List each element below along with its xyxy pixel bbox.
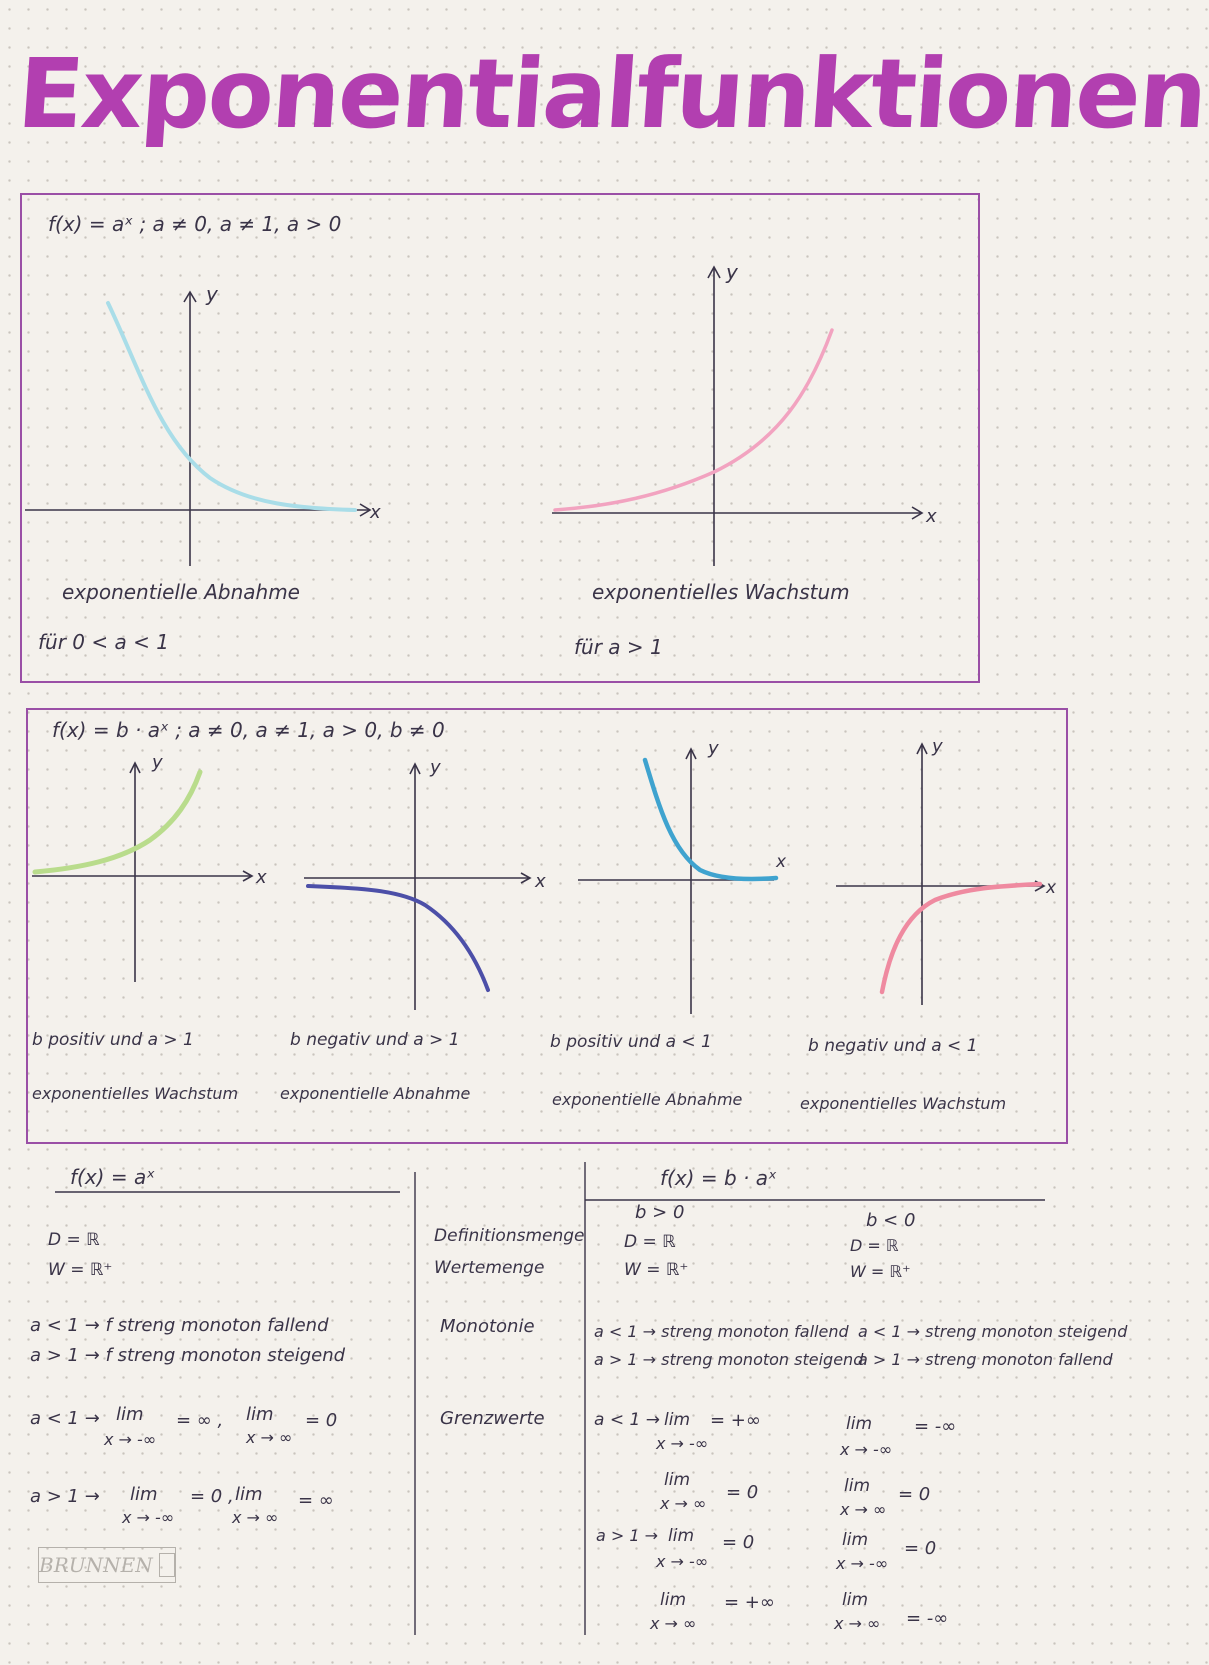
right-b-range: W = ℝ⁺ [850, 1262, 911, 1281]
right-a-limit1-condition: a < 1 → [594, 1410, 660, 1430]
formula-basic: f(x) = aˣ ; a ≠ 0, a ≠ 1, a > 0 [48, 212, 342, 236]
left-limit1b-sub: x → ∞ [246, 1428, 293, 1447]
right-b-limit3-value: = 0 [904, 1538, 937, 1559]
graphC-y-label: y [708, 738, 719, 759]
left-limit1-condition: a < 1 → [30, 1408, 100, 1429]
left-limit2a-lim: lim [130, 1484, 158, 1505]
graphC-condition: b positiv und a < 1 [550, 1032, 712, 1052]
right-a-limit3-condition: a > 1 → [596, 1526, 659, 1545]
left-limit2a-sub: x → -∞ [122, 1508, 175, 1527]
left-limit2a-value: = 0 , [190, 1486, 234, 1507]
graph2-condition: für a > 1 [574, 635, 663, 659]
right-a-limit2-lim: lim [664, 1470, 691, 1490]
graphD-caption: exponentielles Wachstum [800, 1094, 1007, 1113]
right-a-monotony-2: a > 1 → streng monoton steigend [594, 1350, 864, 1369]
right-a-limit4-sub: x → ∞ [650, 1614, 697, 1633]
right-b-limit1-sub: x → -∞ [840, 1440, 893, 1459]
right-b-limit2-value: = 0 [898, 1484, 931, 1505]
graphD-y-label: y [932, 736, 943, 757]
graphB-caption: exponentielle Abnahme [280, 1084, 471, 1103]
graph1-caption: exponentielle Abnahme [62, 580, 300, 604]
right-b-limit2-sub: x → ∞ [840, 1500, 887, 1519]
graphD-x-label: x [1046, 878, 1057, 898]
right-a-limit3-value: = 0 [722, 1532, 755, 1553]
right-a-range: W = ℝ⁺ [624, 1260, 689, 1280]
page-title: Exponentialfunktionen [14, 38, 1209, 150]
left-monotony-2: a > 1 → f streng monoton steigend [30, 1345, 346, 1366]
graphC-x-label: x [776, 852, 787, 872]
graphB-condition: b negativ und a > 1 [290, 1030, 460, 1050]
right-b-limit1-lim: lim [846, 1414, 873, 1434]
graph1-y-label: y [206, 282, 218, 306]
left-limit1b-value: = 0 [305, 1410, 338, 1431]
graphB-y-label: y [430, 757, 441, 778]
left-limit1a-value: = ∞ , [176, 1410, 224, 1431]
left-monotony-1: a < 1 → f streng monoton fallend [30, 1315, 329, 1336]
right-a-limit3-lim: lim [668, 1526, 695, 1546]
left-limit2b-lim: lim [235, 1484, 263, 1505]
right-b-monotony-2: a > 1 → streng monoton fallend [858, 1350, 1113, 1369]
right-b-domain: D = ℝ [850, 1236, 899, 1255]
graphC-caption: exponentielle Abnahme [552, 1090, 743, 1109]
label-limits: Grenzwerte [440, 1408, 545, 1429]
graphD-condition: b negativ und a < 1 [808, 1036, 978, 1056]
right-a-limit3-sub: x → -∞ [656, 1552, 709, 1571]
graphA-x-label: x [256, 867, 267, 888]
right-a-monotony-1: a < 1 → streng monoton fallend [594, 1322, 849, 1341]
left-limit2-condition: a > 1 → [30, 1486, 100, 1507]
formula-scaled: f(x) = b · aˣ ; a ≠ 0, a ≠ 1, a > 0, b ≠ 0 [52, 718, 445, 742]
right-b-subheader: b < 0 [866, 1210, 916, 1231]
right-b-limit4-value: = -∞ [906, 1608, 949, 1629]
left-limit2b-sub: x → ∞ [232, 1508, 279, 1527]
right-a-limit1-sub: x → -∞ [656, 1434, 709, 1453]
right-a-limit1-value: = +∞ [710, 1410, 761, 1431]
right-a-domain: D = ℝ [624, 1232, 676, 1252]
left-limit1a-lim: lim [116, 1404, 144, 1425]
right-b-limit1-value: = -∞ [914, 1416, 957, 1437]
right-a-limit1-lim: lim [664, 1410, 691, 1430]
label-definition: Definitionsmenge [434, 1226, 585, 1246]
graph1-condition: für 0 < a < 1 [38, 630, 169, 654]
section-scaled-exponential [26, 708, 1068, 1144]
right-a-limit2-sub: x → ∞ [660, 1494, 707, 1513]
left-domain: D = ℝ [48, 1230, 100, 1250]
brand-stamp [38, 1547, 176, 1583]
graphB-x-label: x [535, 871, 546, 892]
left-limit2b-value: = ∞ [298, 1490, 334, 1511]
left-limit1a-sub: x → -∞ [104, 1430, 157, 1449]
label-monotony: Monotonie [440, 1316, 535, 1337]
table-right-header: f(x) = b · aˣ [660, 1166, 777, 1190]
graph1-x-label: x [370, 502, 381, 523]
graphA-y-label: y [152, 752, 163, 773]
brand-name: BRUNNEN [39, 1553, 153, 1577]
section-basic-exponential [20, 193, 980, 683]
graph2-y-label: y [726, 260, 738, 284]
right-b-limit3-lim: lim [842, 1530, 869, 1550]
right-a-limit4-lim: lim [660, 1590, 687, 1610]
graph2-caption: exponentielles Wachstum [592, 580, 850, 604]
right-b-monotony-1: a < 1 → streng monoton steigend [858, 1322, 1128, 1341]
right-b-limit2-lim: lim [844, 1476, 871, 1496]
right-a-limit2-value: = 0 [726, 1482, 759, 1503]
right-b-limit3-sub: x → -∞ [836, 1554, 889, 1573]
label-value-set: Wertemenge [434, 1258, 545, 1278]
graphA-condition: b positiv und a > 1 [32, 1030, 194, 1050]
graph2-x-label: x [926, 506, 937, 527]
right-a-limit4-value: = +∞ [724, 1592, 775, 1613]
brand-logo-icon [159, 1553, 175, 1577]
right-a-subheader: b > 0 [635, 1202, 685, 1223]
left-limit1b-lim: lim [246, 1404, 274, 1425]
right-b-limit4-lim: lim [842, 1590, 869, 1610]
graphA-caption: exponentielles Wachstum [32, 1084, 239, 1103]
left-range: W = ℝ⁺ [48, 1260, 113, 1280]
right-b-limit4-sub: x → ∞ [834, 1614, 881, 1633]
table-left-header: f(x) = aˣ [70, 1165, 156, 1189]
